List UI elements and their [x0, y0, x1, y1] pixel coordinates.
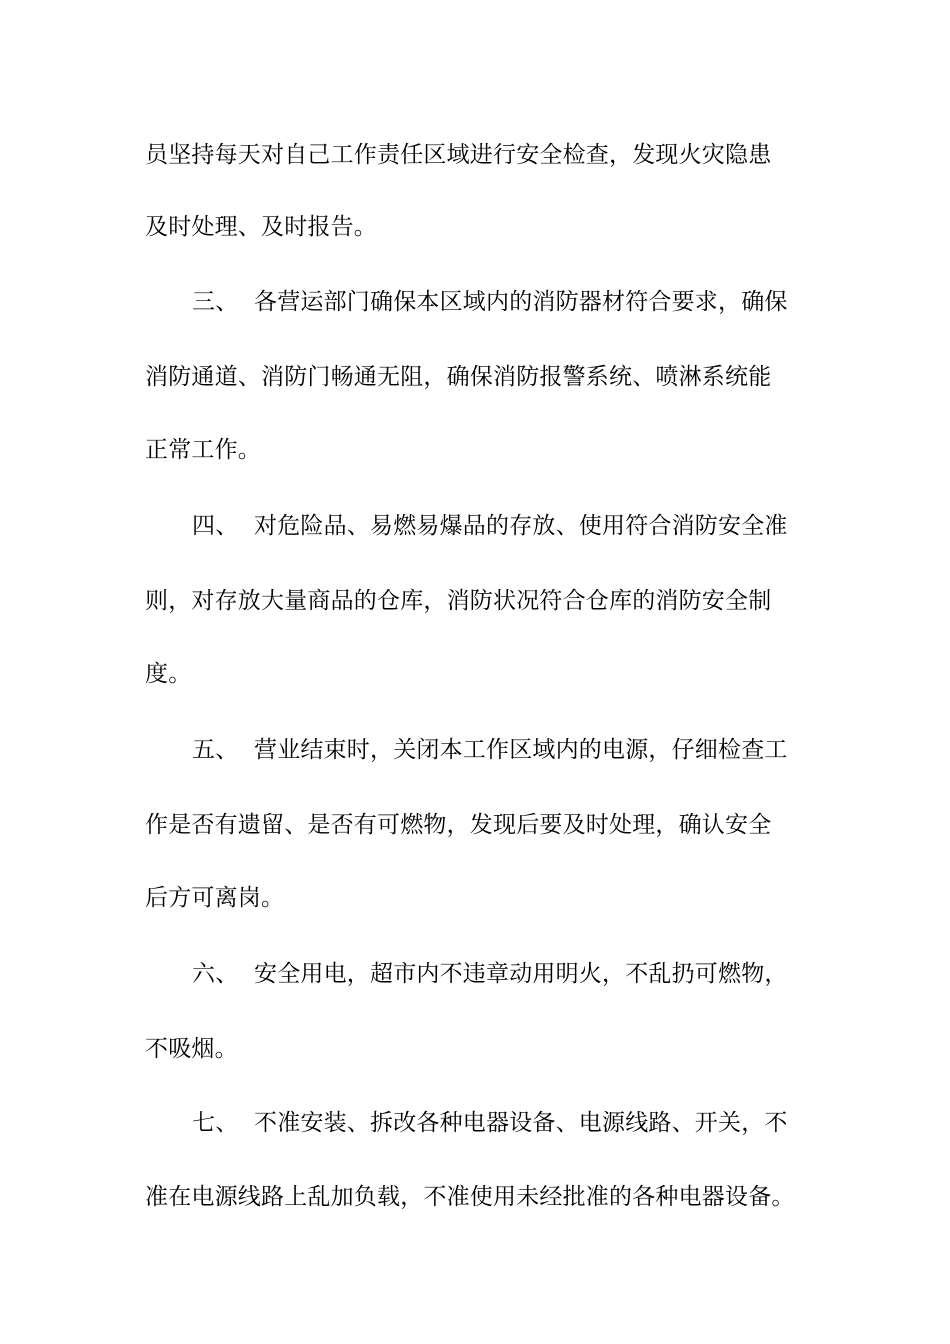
clause-four-first-line [192, 506, 872, 546]
clause-number: 六、 [192, 961, 239, 987]
paragraph-line: 及时处理、及时报告。 [145, 214, 377, 240]
paragraph-line: 则，对存放大量商品的仓库，消防状况符合仓库的消防安全制 [145, 588, 772, 614]
paragraph-line: 不吸烟。 [145, 1036, 238, 1062]
paragraph-line: 准在电源线路上乱加负载，不准使用未经批准的各种电器设备。 [145, 1184, 795, 1210]
paragraph-line: 员坚持每天对自己工作责任区域进行安全检查，发现火灾隐患 [145, 142, 772, 168]
clause-text: 对危险品、易燃易爆品的存放、使用符合消防安全准 [254, 513, 788, 539]
paragraph-line: 消防通道、消防门畅通无阻，确保消防报警系统、喷淋系统能 [145, 364, 772, 390]
clause-text: 不准安装、拆改各种电器设备、电源线路、开关，不 [254, 1110, 788, 1136]
paragraph-line: 度。 [145, 661, 192, 687]
clause-text: 各营运部门确保本区域内的消防器材符合要求，确保 [254, 289, 788, 315]
clause-six-first-line [192, 954, 872, 994]
clause-seven-first-line [192, 1103, 872, 1143]
paragraph-line: 正常工作。 [145, 437, 261, 463]
clause-number: 七、 [192, 1110, 239, 1136]
clause-number: 五、 [192, 737, 239, 763]
clause-five-first-line [192, 730, 872, 770]
clause-text: 营业结束时，关闭本工作区域内的电源，仔细检查工 [254, 737, 788, 763]
clause-number: 三、 [192, 289, 239, 315]
clause-text: 安全用电，超市内不违章动用明火，不乱扔可燃物， [254, 961, 788, 987]
clause-three-first-line [192, 282, 872, 322]
clause-number: 四、 [192, 513, 239, 539]
paragraph-line: 作是否有遗留、是否有可燃物，发现后要及时处理，确认安全 [145, 812, 772, 838]
paragraph-line: 后方可离岗。 [145, 885, 285, 911]
